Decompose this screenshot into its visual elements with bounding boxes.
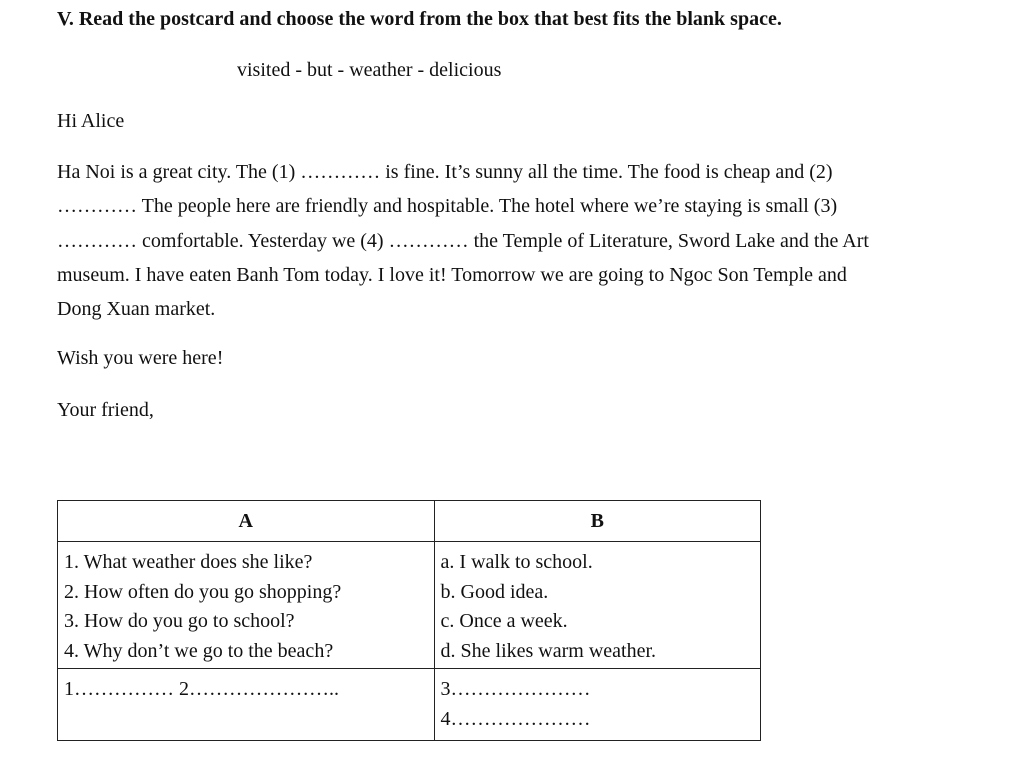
question-item: 3. How do you go to school? [64,610,295,632]
exercise-heading: V. Read the postcard and choose the word from the box that best fits the blank space. [57,8,782,30]
question-item: 4. Why don’t we go to the beach? [64,639,334,662]
postcard-line-1: Ha Noi is a great city. The (1) ………… is fine. It’s sunny all the time. The food is cheap and (2) [57,161,833,183]
postcard-closing-wish: Wish you were here! [57,347,224,369]
postcard-greeting: Hi Alice [57,110,125,132]
table-answer-row [58,669,761,741]
answer-blank-line: 3………………… [440,678,591,700]
answer-item: d. She likes warm weather. [440,639,657,662]
question-item: 1. What weather does she like? [64,551,313,573]
table-items-row [58,542,761,669]
answer-blanks-a [58,669,435,741]
table-header-row [58,501,761,542]
question-item: 2. How often do you go shopping? [64,580,342,603]
answer-blank-line: 1…………… 2………………….. [64,678,339,700]
matching-table [57,500,761,741]
postcard-line-2: ………… The people here are friendly and hospitable. The hotel where we’re staying is small (3) [57,195,838,217]
answer-item: c. Once a week. [440,610,568,632]
column-b-answers [434,542,760,669]
column-a-header: A [58,501,435,542]
answer-item: a. I walk to school. [440,551,593,573]
answer-blanks-b [434,669,760,741]
word-box: visited - but - weather - delicious [237,59,502,81]
column-b-header: B [434,501,760,542]
postcard-line-4: museum. I have eaten Banh Tom today. I love it! Tomorrow we are going to Ngoc Son Temple and [57,264,847,286]
answer-blank-line: 4………………… [440,707,591,730]
postcard-line-5: Dong Xuan market. [57,298,216,320]
answer-item: b. Good idea. [440,580,549,603]
column-a-questions [58,542,435,669]
postcard-closing-signoff: Your friend, [57,399,154,421]
postcard-line-3: ………… comfortable. Yesterday we (4) ………… the Temple of Literature, Sword Lake and the Art [57,230,869,252]
